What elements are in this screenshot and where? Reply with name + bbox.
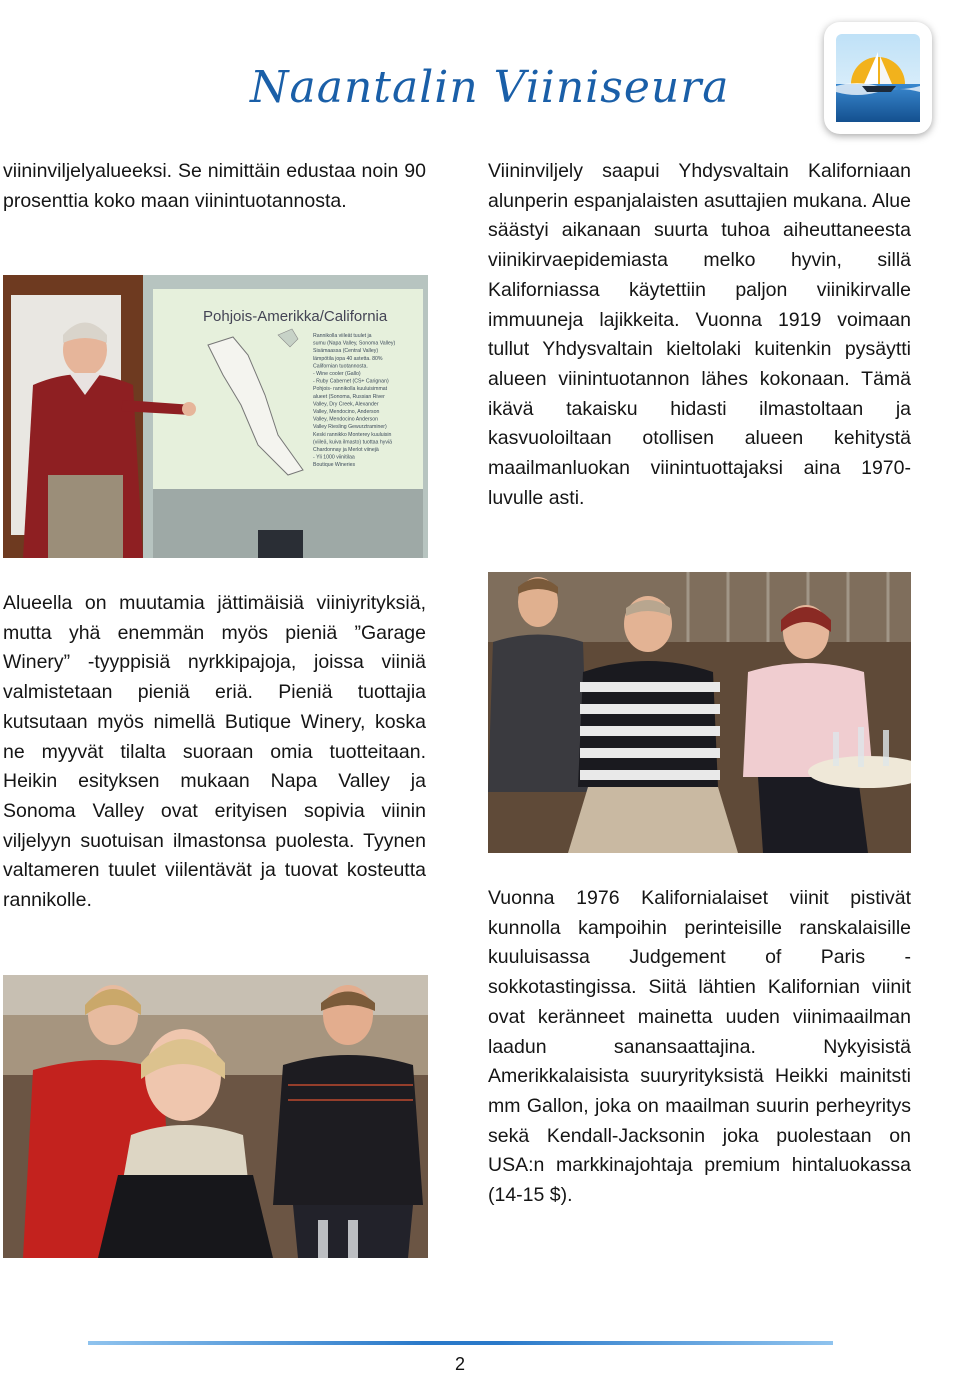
- slide-text-line: - Yli 1000 viinitilaa: [313, 454, 355, 461]
- slide-text-line: (viileä, kuiva ilmasto) tuottaa hyviä: [313, 439, 392, 446]
- slide-text-line: Rannikolla viileät tuulet ja: [313, 333, 372, 339]
- slide-text-line: lämpötila jopa 40 astetta. 80%: [313, 355, 383, 362]
- slide-text-line: Valley, Mendocino, Anderson: [313, 409, 380, 415]
- attendees-photo: [3, 975, 428, 1258]
- slide-text-line: Keski rannikko Monterey kuuluisin: [313, 431, 392, 438]
- slide-title: Pohjois-Amerikka/California: [203, 308, 388, 325]
- history-paragraph: Viininviljely saapui Yhdysvaltain Kaliforniaan alunperin espanjalaisten asuttajien mukana. Alue säästyi aikanaan suurta tuhoa aiheuttaneesta viinikirvaepidemiasta melko hyvin, sillä Kaliforniassa käytettiin paljon viinikirvalle immuuneja lajikkeita. Vuonna 1919 voimaan tullut Yhdysvaltain kieltolaki kuitenkin pysäytti alueen viinintuotannon lähes kokonaan. Tämä ikävä takaisku hidasti ilmastoltaan ja kasvuoloiltaan otollisen alueen kehitystä maailmanluokan viinintuottajaksi aina 1970-luvulle asti.: [488, 160, 911, 509]
- wineries-paragraph: Alueella on muutamia jättimäisiä viiniyrityksiä, mutta yhä enemmän myös pieniä ”Garage Winery” -tyyppisiä nyrkkipajoja, joissa viiniä valmistetaan pieniä eriä. Pieniä tuottajia kutsutaan myös nimellä Butique Winery, koska ne myyvät tilalta suoraan omia tuotteitaan. Heikin esityksen mukaan Napa Valley ja Sonoma Valley ovat erityisen sopivia viinin viljelyyn suotuisan ilmastonsa puolesta. Tyynen valtameren tuulet viilentävät ja tuovat kosteutta rannikolle.: [3, 592, 426, 912]
- slide-text-line: Chardonnay ja Merlot viinejä: [313, 447, 379, 453]
- sailboat-sun-logo-icon: [836, 34, 920, 122]
- page-number: 2: [454, 1354, 465, 1374]
- footer-rule: [88, 1341, 833, 1345]
- slide-text-line: Californian tuotannosta.: [313, 363, 368, 370]
- slide-text-line: sumu (Napa Valley, Sonoma Valley): [313, 340, 396, 347]
- slide-text-line: Valley, Mendocino Anderson: [313, 416, 378, 423]
- masthead-title: Naantalin Viiniseura: [250, 62, 730, 113]
- presentation-photo: [3, 275, 428, 558]
- slide-text-line: - Ruby Cabernet (CS+ Carignan): [313, 378, 389, 385]
- slide-text-line: - Wine cooler (Gallo): [313, 371, 361, 377]
- slide-text-line: Pohjois- rannikolla kuuluisimmat: [313, 386, 388, 393]
- club-logo: [824, 22, 932, 134]
- slide-text-line: Valley Riesling Gewurztraminer): [313, 424, 387, 431]
- slide-text-line: Boutique Wineries: [313, 462, 356, 469]
- judgement-paragraph: Vuonna 1976 Kalifornialaiset viinit pistivät kunnolla kampoihin perinteisille ranskalaisille kuuluisassa Judgement of Paris -sokkotastingissa. Siitä lähtien Kalifornian viinit ovat keränneet mainetta uuden viinimaailman laadun sanansaattajina. Nykyisistä Amerikkalaisista suuryrityksistä Heikki mainitsti mm Gallon, joka on maailman suurin perheyritys sekä Kendall-Jacksonin joka puolestaan on USA:n markkinajohtaja premium hintaluokassa (14-15 $).: [488, 887, 911, 1207]
- audience-photo: [488, 572, 911, 853]
- intro-paragraph: viininviljelyalueeksi. Se nimittäin edustaa noin 90 prosenttia koko maan viinintuotannosta.: [3, 160, 426, 212]
- slide-text-line: Valley, Dry Creek, Alexander: [313, 401, 379, 408]
- slide-text-line: alueet (Sonoma, Russian River: [313, 393, 385, 400]
- slide-text-line: Sisämaassa (Central Valley): [313, 348, 379, 355]
